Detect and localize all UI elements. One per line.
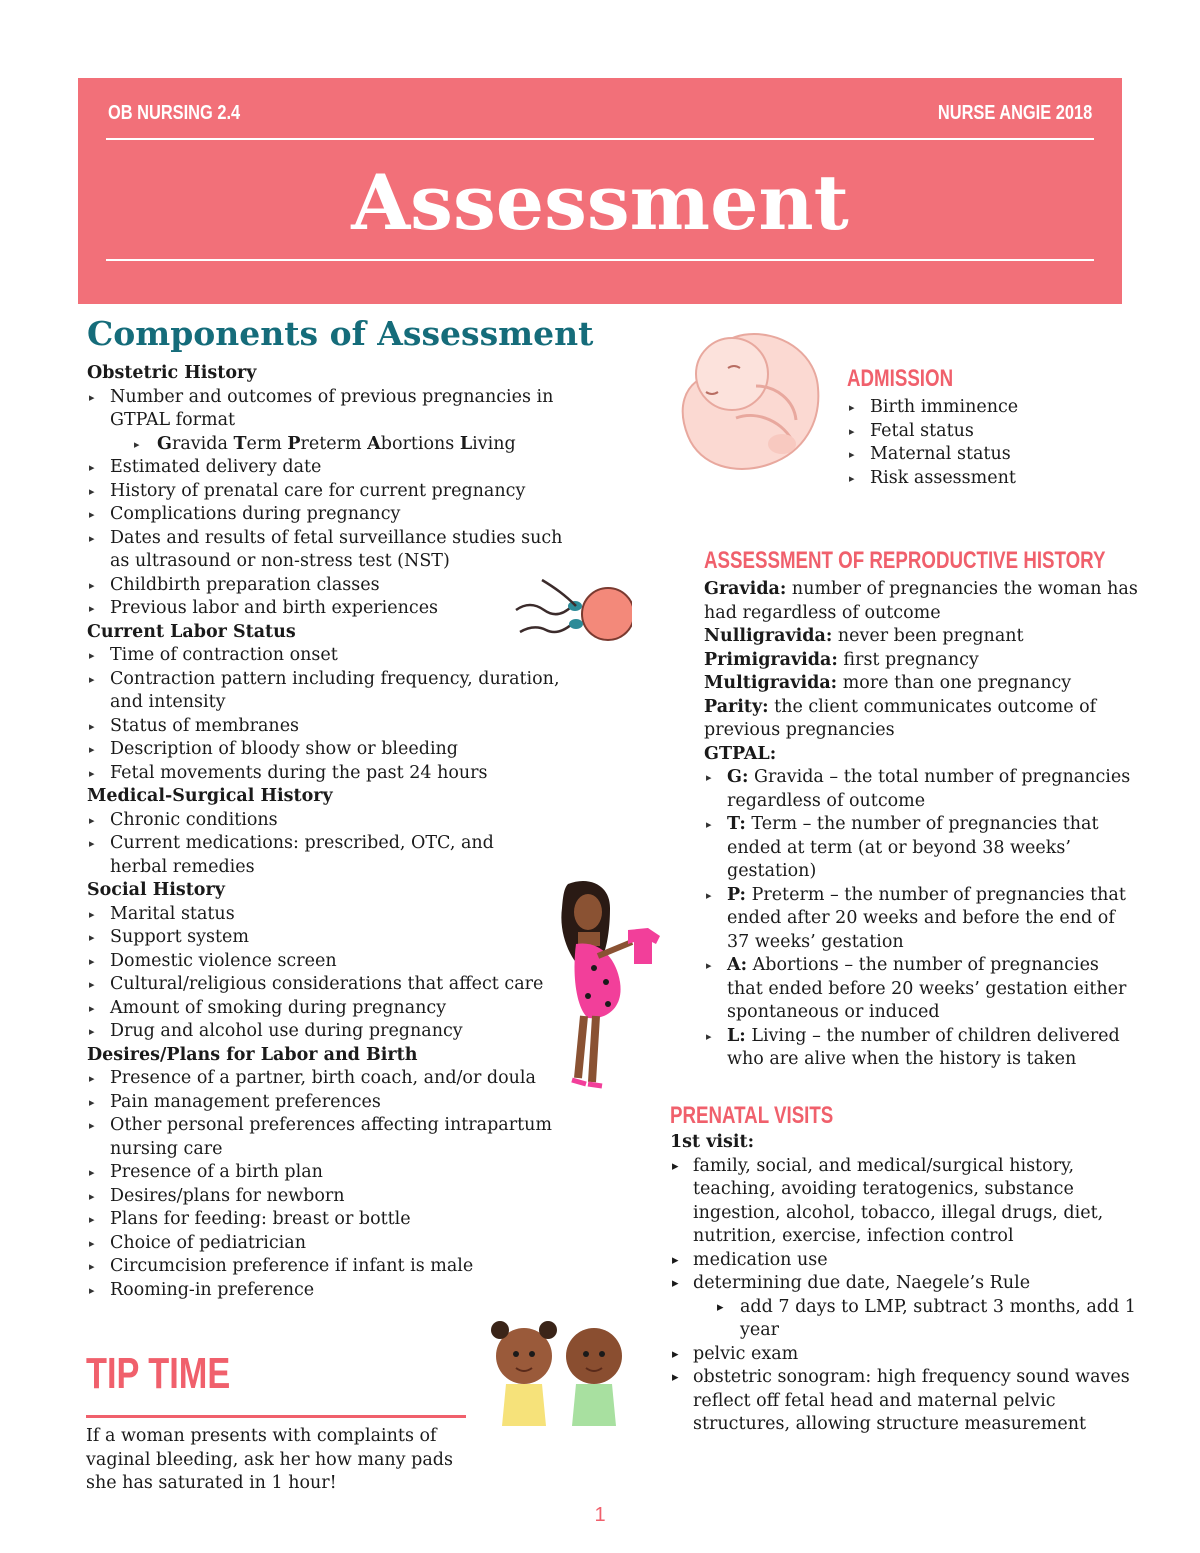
list-item: ▸ pelvic exam: [670, 1343, 1142, 1367]
list-item: ▸ Circumcision preference if infant is male: [87, 1255, 627, 1279]
pregnant-woman-illustration: [548, 878, 670, 1094]
repro-history-heading: ASSESSMENT OF REPRODUCTIVE HISTORY: [704, 547, 1106, 574]
author-label: NURSE ANGIE 2018: [937, 102, 1092, 124]
list-item: ▸ Desires/plans for newborn: [87, 1185, 627, 1209]
list-item: ▸ Birth imminence: [847, 396, 1127, 420]
prenatal-list: [670, 1155, 1142, 1437]
list-item: ▸ Risk assessment: [847, 467, 1127, 491]
list-item: ▸ History of prenatal care for current pregnancy: [87, 480, 627, 504]
def-parity: Parity: the client communicates outcome of previous pregnancies: [704, 696, 1097, 740]
list-item: ▸ Fetal status: [847, 420, 1127, 444]
list-item: ▸ Chronic conditions: [87, 809, 627, 833]
list-item: ▸ P: Preterm – the number of pregnancies that ended after 20 weeks and before the end of 37 weeks’ gestation: [704, 884, 1139, 955]
course-label: OB NURSING 2.4: [108, 102, 241, 124]
prenatal-block: [670, 1131, 1142, 1437]
list-item: ▸ Maternal status: [847, 443, 1127, 467]
list-item: ▸ Dates and results of fetal surveillance studies such as ultrasound or non-stress test (NST): [87, 527, 580, 574]
list-item: ▸ T: Term – the number of pregnancies that ended at term (at or beyond 38 weeks’ gestation): [704, 813, 1117, 884]
list-item: ▸ Support system: [87, 926, 627, 950]
list-item: ▸ Status of membranes: [87, 715, 627, 739]
medical-history-heading: Medical-Surgical History: [87, 786, 333, 806]
list-item: ▸ Childbirth preparation classes: [87, 574, 627, 598]
list-item: ▸ Estimated delivery date: [87, 456, 627, 480]
repro-history-block: [704, 578, 1139, 1072]
admission-heading: ADMISSION: [847, 365, 954, 392]
list-item: ▸ Current medications: prescribed, OTC, and herbal remedies: [87, 832, 550, 879]
list-item: ▸ Previous labor and birth experiences: [87, 597, 627, 621]
def-nulligravida: Nulligravida: never been pregnant: [704, 626, 1024, 646]
list-item: ▸ Drug and alcohol use during pregnancy: [87, 1020, 627, 1044]
def-primigravida: Primigravida: first pregnancy: [704, 649, 979, 670]
list-item: ▸ Number and outcomes of previous pregnancies in GTPAL format: [87, 386, 610, 433]
list-item: ▸ Choice of pediatrician: [87, 1232, 627, 1256]
list-item: ▸ A: Abortions – the number of pregnancies that ended before 20 weeks’ gestation either spontaneous or induced: [704, 954, 1127, 1025]
list-item: ▸ Contraction pattern including frequency, duration, and intensity: [87, 668, 590, 715]
first-visit-heading: 1st visit:: [670, 1132, 755, 1152]
list-item: ▸ medication use: [670, 1249, 1142, 1273]
list-item: ▸ Fetal movements during the past 24 hours: [87, 762, 627, 786]
list-item: ▸ Domestic violence screen: [87, 950, 627, 974]
admission-block: [847, 396, 1127, 490]
section-title: Components of Assessment: [87, 314, 594, 353]
sperm-egg-illustration: [512, 574, 632, 644]
tip-text: If a woman presents with complaints of vaginal bleeding, ask her how many pads she has saturated in 1 hour!: [86, 1426, 453, 1493]
def-gravida: Gravida: number of pregnancies the woman has had regardless of outcome: [704, 579, 1138, 623]
list-item: ▸ obstetric sonogram: high frequency sound waves reflect off fetal head and maternal pelvic structures, allowing structure measurement: [670, 1366, 1142, 1437]
list-item: ▸ Presence of a partner, birth coach, and/or doula: [87, 1067, 627, 1091]
header-banner: [78, 78, 1122, 304]
social-history-heading: Social History: [87, 880, 225, 900]
left-column: [87, 362, 627, 1302]
list-item: ▸ family, social, and medical/surgical history, teaching, avoiding teratogenics, substance ingestion, alcohol, tobacco, illegal drugs, diet, nutrition, exercise, infection control: [670, 1155, 1113, 1249]
list-item: ▸ Complications during pregnancy: [87, 503, 627, 527]
social-history-list: [87, 903, 627, 1044]
gtpal-list: [704, 766, 1139, 1072]
list-item-gtpal: ▸ Gravida Term Preterm Abortions Living: [87, 433, 627, 457]
tip-heading: TIP TIME: [86, 1349, 231, 1398]
obstetric-history-heading: Obstetric History: [87, 363, 257, 383]
page-title: Assessment: [351, 158, 849, 247]
list-item: ▸ Rooming-in preference: [87, 1279, 627, 1303]
list-item: ▸ Marital status: [87, 903, 627, 927]
list-item: ▸ Amount of smoking during pregnancy: [87, 997, 627, 1021]
babies-illustration: [486, 1318, 634, 1440]
list-item: ▸ Cultural/religious considerations that affect care: [87, 973, 627, 997]
labor-status-list: [87, 644, 627, 785]
header-rule-bottom: [106, 259, 1094, 261]
labor-status-heading: Current Labor Status: [87, 621, 296, 642]
desires-heading: Desires/Plans for Labor and Birth: [87, 1044, 418, 1065]
fetus-illustration: [666, 326, 834, 476]
list-item: ▸ determining due date, Naegele’s Rule: [670, 1272, 1142, 1296]
list-item: ▸ Description of bloody show or bleeding: [87, 738, 627, 762]
list-item: ▸ L: Living – the number of children delivered who are alive when the history is taken: [704, 1025, 1137, 1072]
list-item: ▸ Other personal preferences affecting intrapartum nursing care: [87, 1114, 610, 1161]
list-item: ▸ Pain management preferences: [87, 1091, 627, 1115]
desires-list: [87, 1067, 627, 1302]
list-item: ▸ add 7 days to LMP, subtract 3 months, add 1 year: [670, 1296, 1140, 1343]
admission-list: [847, 396, 1127, 490]
tip-divider: [86, 1415, 466, 1418]
gtpal-heading: GTPAL:: [704, 743, 777, 764]
list-item: ▸ Time of contraction onset: [87, 644, 627, 668]
list-item: ▸ G: Gravida – the total number of pregnancies regardless of outcome: [704, 766, 1139, 813]
list-item: ▸ Plans for feeding: breast or bottle: [87, 1208, 627, 1232]
medical-history-list: [87, 809, 627, 880]
page-number: 1: [594, 1504, 606, 1526]
header-rule-top: [106, 138, 1094, 140]
prenatal-heading: PRENATAL VISITS: [670, 1102, 834, 1129]
list-item: ▸ Presence of a birth plan: [87, 1161, 627, 1185]
def-multigravida: Multigravida: more than one pregnancy: [704, 673, 1072, 693]
